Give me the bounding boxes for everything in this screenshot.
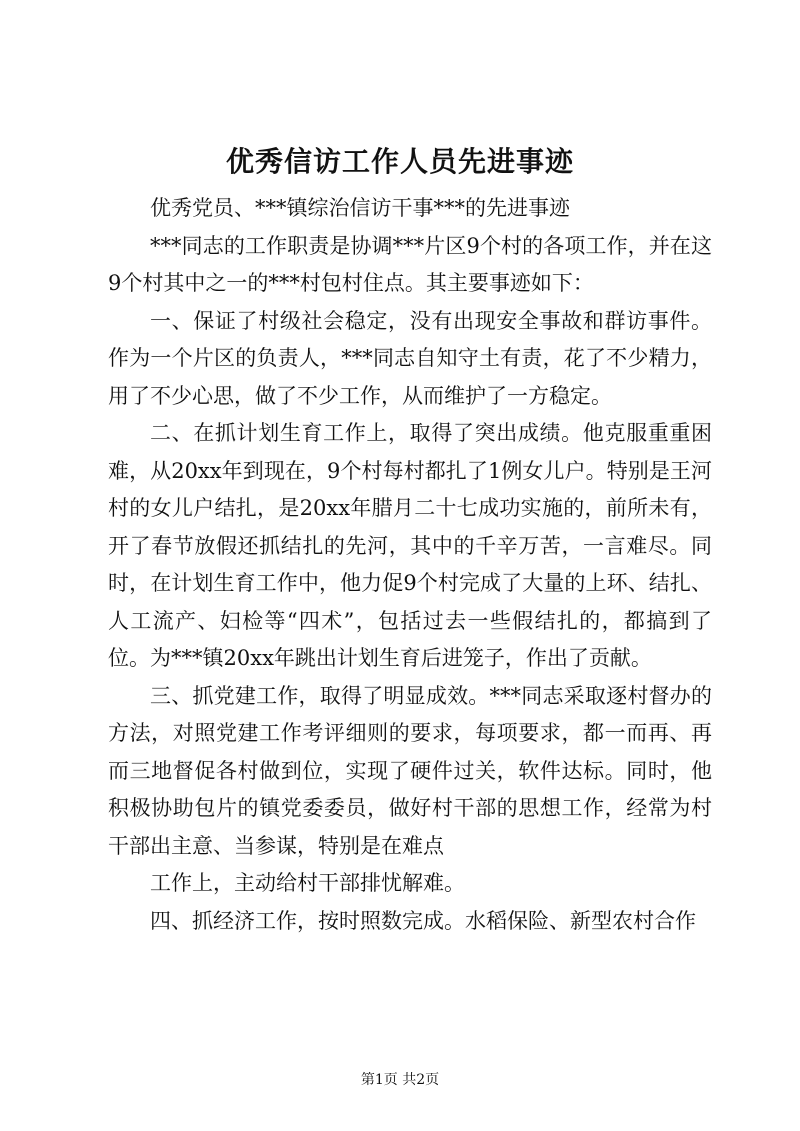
paragraph-intro: ***同志的工作职责是协调***片区9个村的各项工作，并在这9个村其中之一的***村包村住点。其主要事迹如下： bbox=[108, 233, 712, 295]
document-title: 优秀信访工作人员先进事迹 bbox=[225, 145, 574, 178]
paragraph-subtitle: 优秀党员、***镇综治信访干事***的先进事迹 bbox=[150, 196, 570, 220]
paragraph-party-building: 三、抓党建工作，取得了明显成效。***同志采取逐村督办的方法，对照党建工作考评细则的要求，每项要求，都一而再、再而三地督促各村做到位，实现了硬件过关，软件达标。同时，他积极协助包片的镇党委委员，做好村干部的思想工作，经常为村干部出主意、当参谋，特别是在难点 bbox=[108, 683, 712, 858]
document-body bbox=[108, 190, 712, 940]
paragraph-party-building-continued: 工作上，主动给村干部排忧解难。 bbox=[150, 871, 465, 895]
paragraph-stability: 一、保证了村级社会稳定，没有出现安全事故和群访事件。作为一个片区的负责人，***同志自知守土有责，花了不少精力，用了不少心思，做了不少工作，从而维护了一方稳定。 bbox=[108, 308, 712, 408]
paragraph-economic-work: 四、抓经济工作，按时照数完成。水稻保险、新型农村合作 bbox=[150, 908, 696, 933]
paragraph-family-planning: 二、在抓计划生育工作上，取得了突出成绩。他克服重重困难，从20xx年到现在，9个村每村都扎了1例女儿户。特别是王河村的女儿户结扎，是20xx年腊月二十七成功实施的，前所未有，开了春节放假还抓结扎的先河，其中的千辛万苦，一言难尽。同时，在计划生育工作中，他力促9个村完成了大量的上环、结扎、人工流产、妇检等“四术”，包括过去一些假结扎的，都搞到了位。为***镇20xx年跳出计划生育后进笼子，作出了贡献。 bbox=[108, 421, 712, 670]
page-footer: 第1页 共2页 bbox=[360, 1072, 440, 1088]
